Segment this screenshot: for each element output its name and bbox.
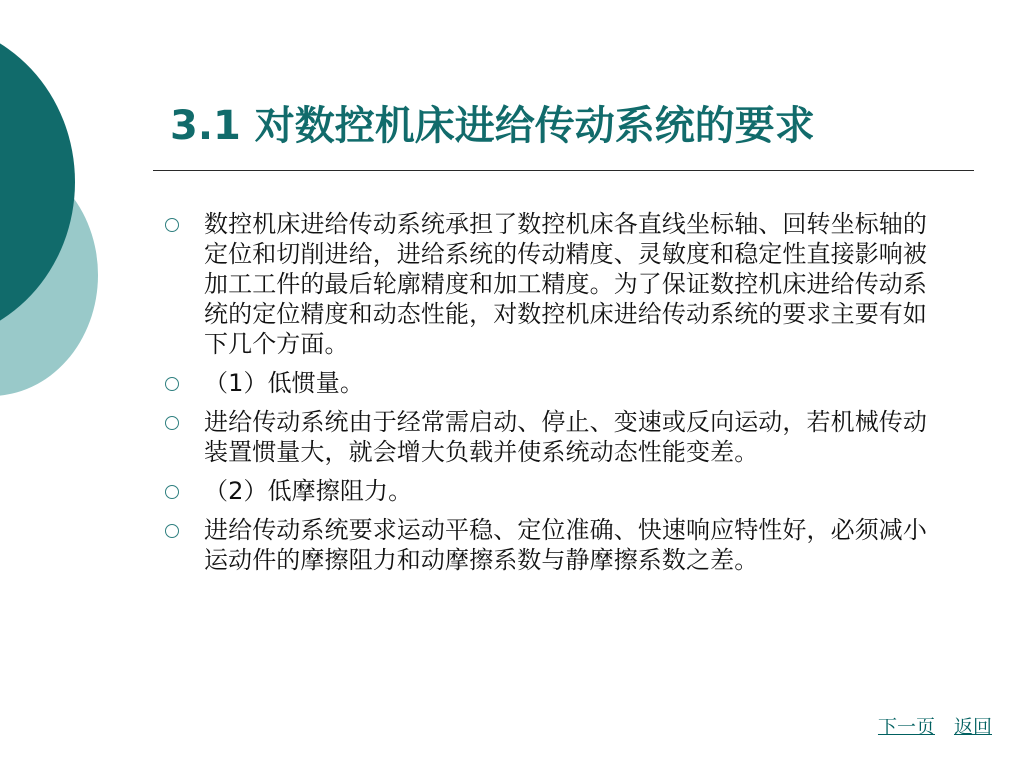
- circle-bullet-icon: [165, 218, 179, 232]
- bullet-text: 进给传动系统要求运动平稳、定位准确、快速响应特性好，必须减小运动件的摩擦阻力和动摩擦系数与静摩擦系数之差。: [204, 516, 927, 574]
- bullet-item-inertia-explanation: [165, 407, 965, 467]
- bullet-text: （1）低惯量。: [204, 369, 364, 397]
- next-page-link[interactable]: 下一页: [877, 716, 935, 738]
- circle-bullet-icon: [165, 485, 179, 499]
- bullet-list: [165, 209, 965, 584]
- title-divider: [153, 170, 974, 171]
- circle-bullet-icon: [165, 416, 179, 430]
- bullet-text: 进给传动系统由于经常需启动、停止、变速或反向运动，若机械传动装置惯量大，就会增大负载并使系统动态性能变差。: [204, 408, 927, 466]
- bullet-item-requirements-intro: [165, 209, 965, 359]
- bullet-item-friction-explanation: [165, 515, 965, 575]
- circle-bullet-icon: [165, 377, 179, 391]
- back-link[interactable]: 返回: [953, 716, 992, 738]
- circle-bullet-icon: [165, 524, 179, 538]
- slide-navigation: [878, 714, 992, 740]
- slide-title: 3.1 对数控机床进给传动系统的要求: [170, 103, 815, 149]
- bullet-text: 数控机床进给传动系统承担了数控机床各直线坐标轴、回转坐标轴的定位和切削进给，进给系统的传动精度、灵敏度和稳定性直接影响被加工工件的最后轮廓精度和加工精度。为了保证数控机床进给传动系统的定位精度和动态性能，对数控机床进给传动系统的要求主要有如下几个方面。: [204, 210, 927, 358]
- bullet-item-low-inertia: [165, 368, 965, 398]
- bullet-text: （2）低摩擦阻力。: [204, 477, 413, 505]
- bullet-item-low-friction: [165, 476, 965, 506]
